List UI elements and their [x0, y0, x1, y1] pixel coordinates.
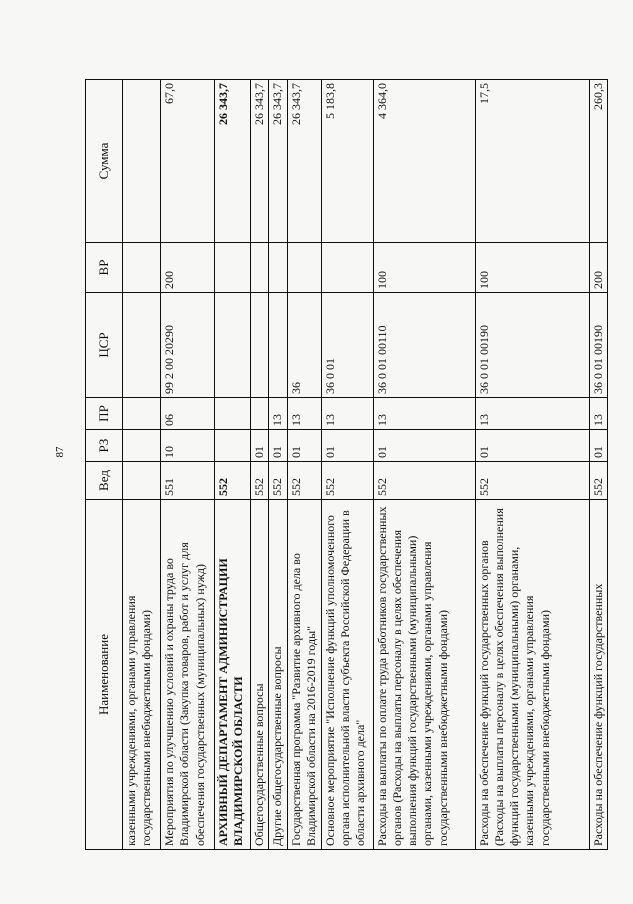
cell-vr: [269, 243, 287, 293]
table-row: [215, 80, 251, 850]
table-row: [373, 80, 475, 850]
cell-name: Расходы на обеспечение функций государственных органов (Расходы на выплаты персоналу в целях обеспечения выполнения функций государственными (муниципальными) органами, казенными учреждениями, органами управления государственными внебюджетными фондами): [475, 500, 589, 850]
cell-sum: 67,0: [161, 80, 215, 243]
cell-csr: 36: [287, 293, 321, 398]
cell-sum: 26 343,7: [269, 80, 287, 243]
cell-pr: 13: [269, 398, 287, 430]
cell-ved: 552: [589, 462, 607, 500]
cell-sum: 26 343,7: [215, 80, 251, 243]
cell-name: Расходы на обеспечение функций государственных: [589, 500, 607, 850]
cell-pr: 13: [373, 398, 475, 430]
header-ved: Вед: [86, 462, 123, 500]
table-row: [321, 80, 373, 850]
cell-sum: [123, 80, 161, 243]
cell-pr: 06: [161, 398, 215, 430]
cell-pr: 13: [589, 398, 607, 430]
cell-name: Расходы на выплаты по оплате труда работников государственных органов (Расходы на выплаты персоналу в целях обеспечения выполнения функций государственными (муниципальными) органами, казенными учреждениями, органами управления государственными внебюджетными фондами): [373, 500, 475, 850]
cell-rz: 01: [287, 430, 321, 462]
cell-rz: 01: [589, 430, 607, 462]
cell-name: Общегосударственные вопросы: [251, 500, 269, 850]
table-row: [161, 80, 215, 850]
cell-vr: [123, 243, 161, 293]
cell-ved: 551: [161, 462, 215, 500]
cell-csr: 99 2 00 20290: [161, 293, 215, 398]
table-row: [123, 80, 161, 850]
budget-table: [85, 79, 608, 850]
cell-csr: [269, 293, 287, 398]
cell-vr: [287, 243, 321, 293]
cell-csr: [123, 293, 161, 398]
cell-pr: [251, 398, 269, 430]
header-rz: РЗ: [86, 430, 123, 462]
cell-sum: 26 343,7: [287, 80, 321, 243]
header-name: Наименование: [86, 500, 123, 850]
table-row: [269, 80, 287, 850]
cell-rz: 01: [321, 430, 373, 462]
header-vr: ВР: [86, 243, 123, 293]
cell-ved: 552: [373, 462, 475, 500]
cell-csr: 36 0 01 00190: [589, 293, 607, 398]
page-number: 87: [54, 446, 66, 458]
table-row: [287, 80, 321, 850]
cell-ved: 552: [251, 462, 269, 500]
cell-ved: 552: [269, 462, 287, 500]
cell-ved: 552: [287, 462, 321, 500]
cell-name: казенными учреждениями, органами управления государственными внебюджетными фондами): [123, 500, 161, 850]
cell-ved: 552: [215, 462, 251, 500]
cell-ved: 552: [475, 462, 589, 500]
cell-rz: 10: [161, 430, 215, 462]
cell-sum: 4 364,0: [373, 80, 475, 243]
cell-name: Мероприятия по улучшению условий и охраны труда во Владимирской области (Закупка товаров, работ и услуг для обеспечения государственных (муниципальных) нужд): [161, 500, 215, 850]
cell-sum: 26 343,7: [251, 80, 269, 243]
cell-vr: [251, 243, 269, 293]
header-pr: ПР: [86, 398, 123, 430]
cell-name: Государственная программа "Развитие архивного дела во Владимирской области на 2016-2019 годы": [287, 500, 321, 850]
cell-csr: 36 0 01: [321, 293, 373, 398]
cell-name: Другие общегосударственные вопросы: [269, 500, 287, 850]
cell-vr: 100: [373, 243, 475, 293]
cell-name: АРХИВНЫЙ ДЕПАРТАМЕНТ АДМИНИСТРАЦИИ ВЛАДИМИРСКОЙ ОБЛАСТИ: [215, 500, 251, 850]
cell-rz: 01: [269, 430, 287, 462]
table-row: [251, 80, 269, 850]
cell-pr: 13: [475, 398, 589, 430]
cell-csr: 36 0 01 00190: [475, 293, 589, 398]
cell-pr: [215, 398, 251, 430]
cell-rz: 01: [373, 430, 475, 462]
cell-rz: 01: [475, 430, 589, 462]
header-csr: ЦСР: [86, 293, 123, 398]
cell-rz: 01: [251, 430, 269, 462]
cell-vr: [215, 243, 251, 293]
cell-pr: [123, 398, 161, 430]
cell-sum: 5 183,8: [321, 80, 373, 243]
rotated-page-content: [85, 80, 610, 850]
table-row: [475, 80, 589, 850]
cell-rz: [215, 430, 251, 462]
cell-pr: 13: [287, 398, 321, 430]
cell-name: Основное мероприятие "Исполнение функций уполномоченного органа исполнительной власти субъекта Российской Федерации в области архивного дела": [321, 500, 373, 850]
header-sum: Сумма: [86, 80, 123, 243]
cell-vr: 200: [589, 243, 607, 293]
cell-pr: 13: [321, 398, 373, 430]
cell-ved: [123, 462, 161, 500]
cell-csr: [215, 293, 251, 398]
table-row: [589, 80, 607, 850]
cell-csr: [251, 293, 269, 398]
table-header-row: [86, 80, 123, 850]
cell-vr: 100: [475, 243, 589, 293]
cell-ved: 552: [321, 462, 373, 500]
cell-vr: [321, 243, 373, 293]
cell-sum: 260,3: [589, 80, 607, 243]
cell-vr: 200: [161, 243, 215, 293]
cell-csr: 36 0 01 00110: [373, 293, 475, 398]
cell-sum: 17,5: [475, 80, 589, 243]
cell-rz: [123, 430, 161, 462]
